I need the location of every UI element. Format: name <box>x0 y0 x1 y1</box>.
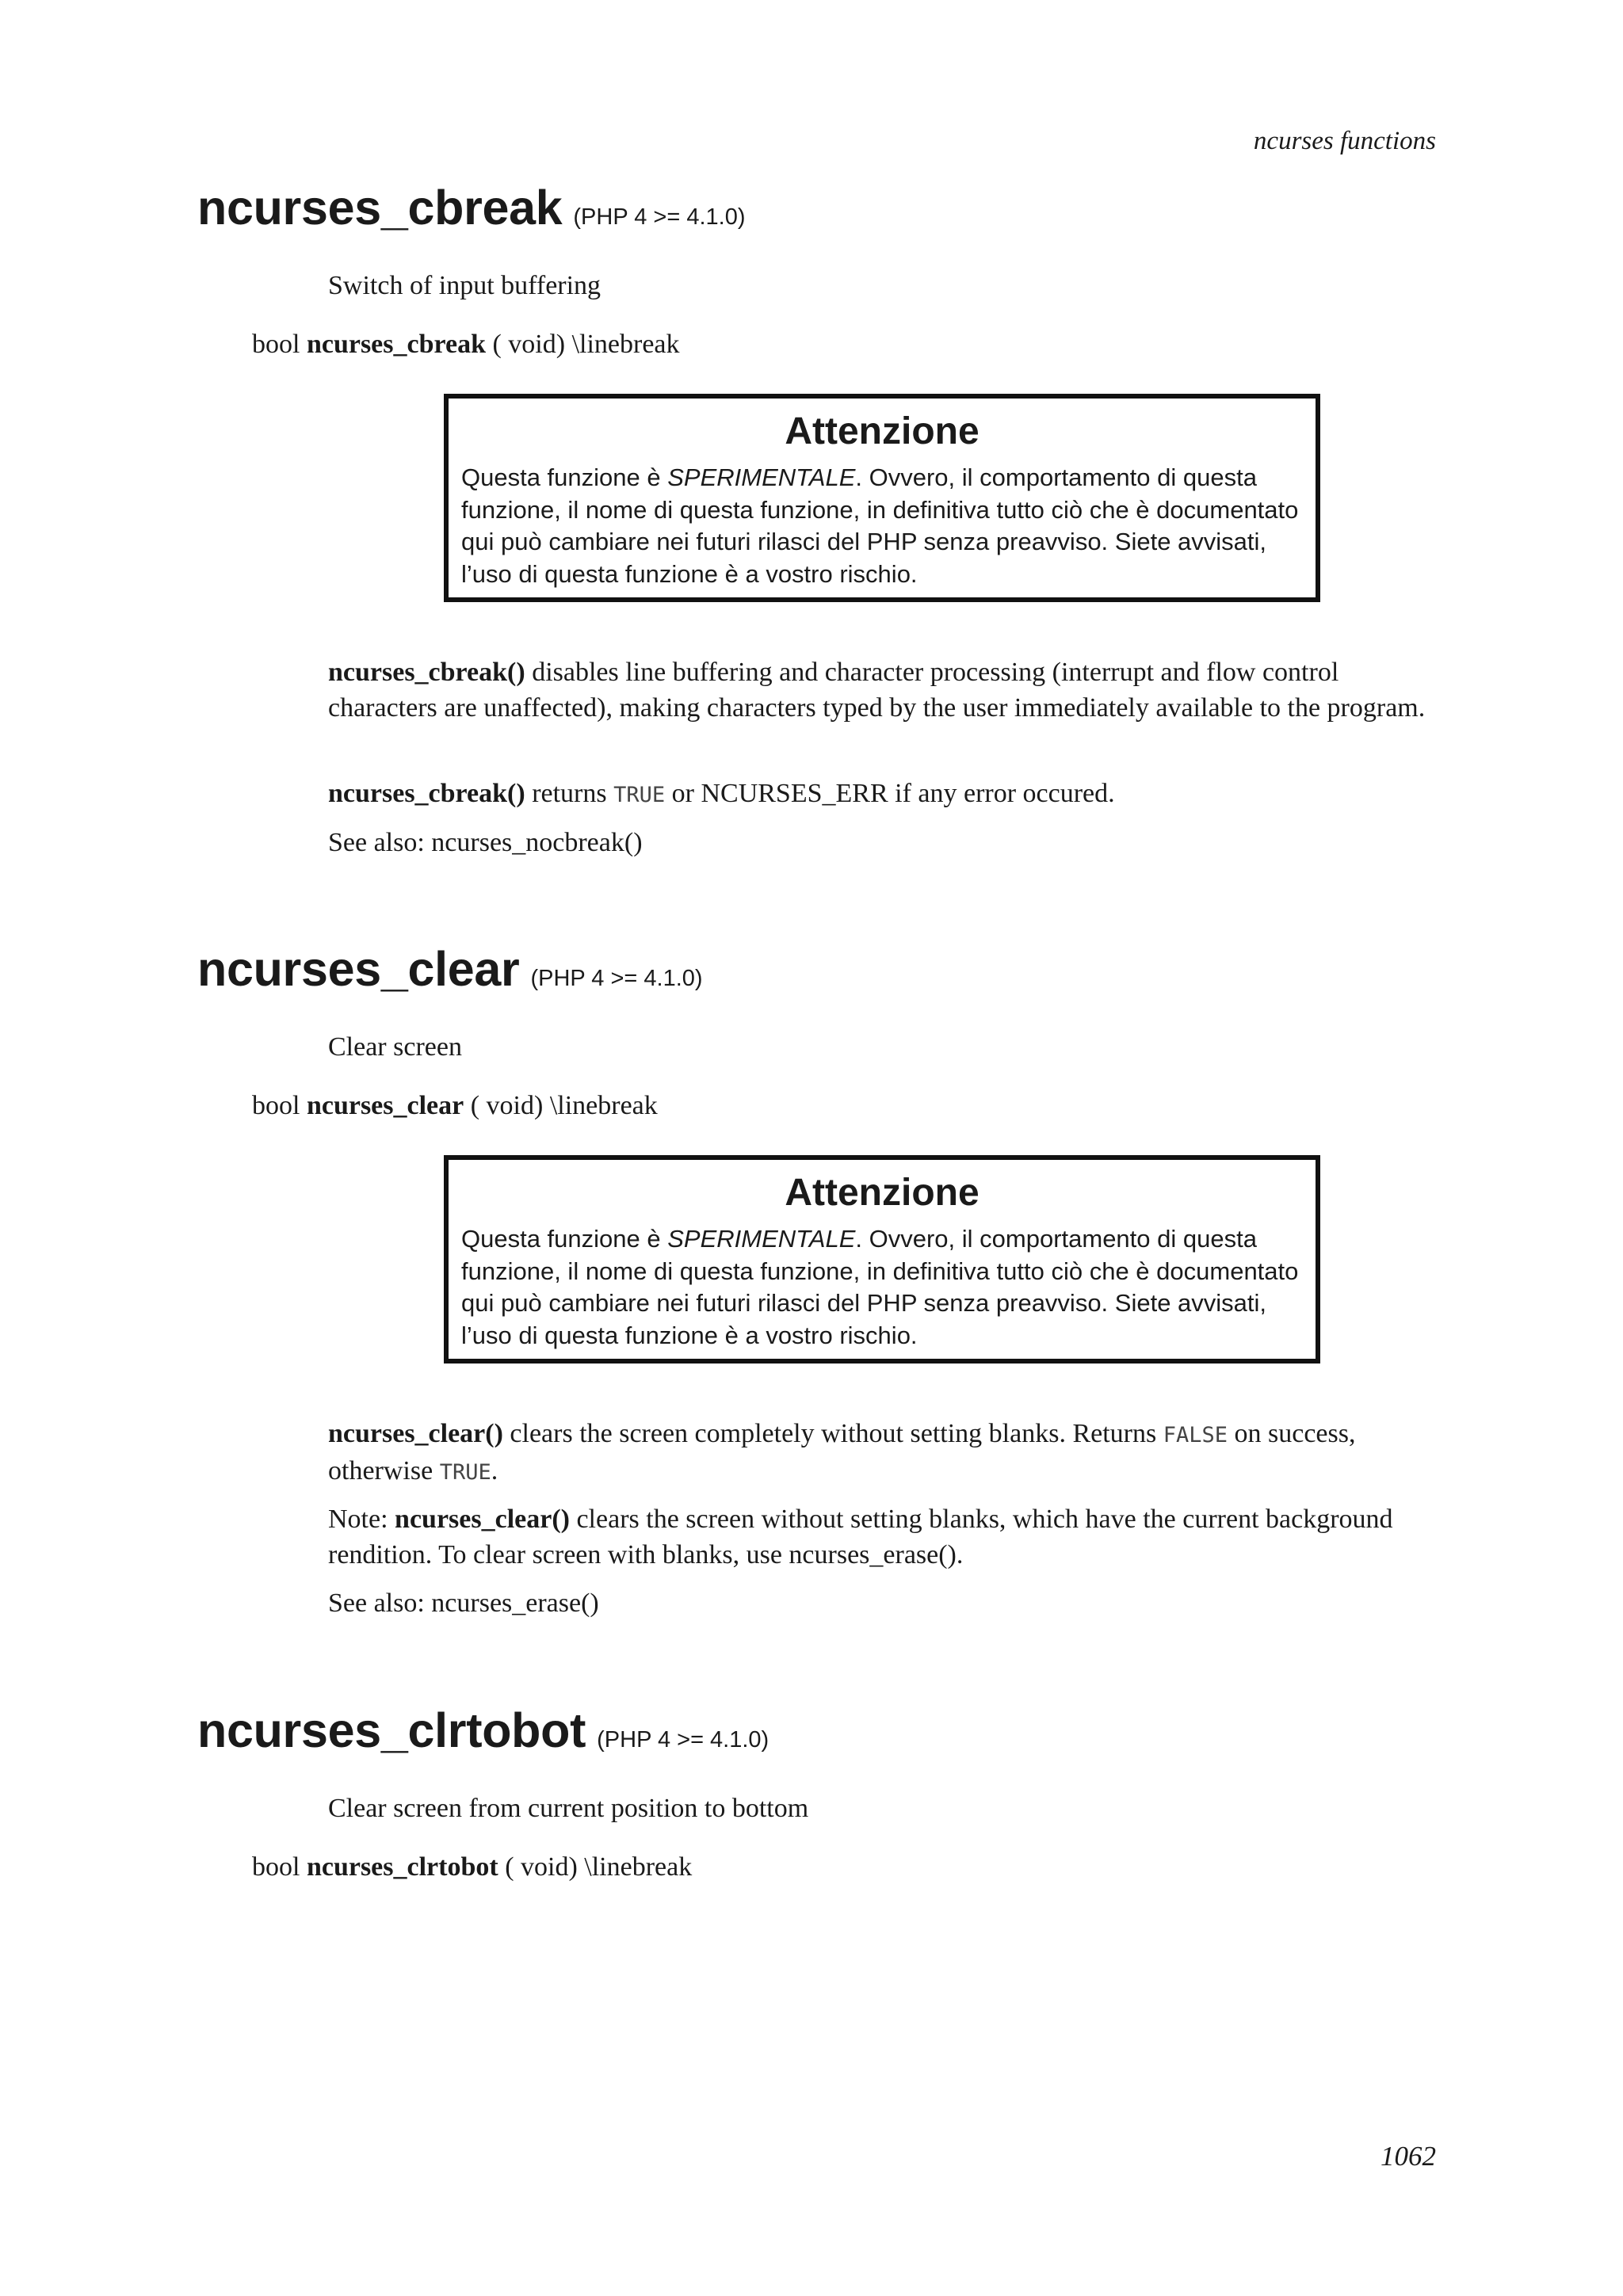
function-reference: ncurses_cbreak() <box>328 779 525 808</box>
function-purpose: Switch of input buffering <box>328 271 601 300</box>
warning-text-segment: l’uso di questa funzione è a vostro rischio. <box>461 1321 918 1349</box>
warning-text-segment: Questa funzione è <box>461 1225 668 1253</box>
function-reference: ncurses_clear() <box>395 1505 570 1534</box>
description-paragraph <box>328 654 1436 726</box>
synopsis-return-type: bool <box>252 330 307 359</box>
synopsis-args: ( void) \linebreak <box>485 330 680 359</box>
warning-text-segment: qui può cambiare nei futuri rilasci del PHP senza preavviso. Siete avvisati, <box>461 1289 1267 1317</box>
return-value-paragraph <box>328 776 1436 813</box>
code-literal: TRUE <box>613 783 666 807</box>
synopsis-return-type: bool <box>252 1091 307 1120</box>
paragraph-text: disables line buffering and character processing (interrupt and flow control characters are unaffected), making characters typed by the user immediately available to the program. <box>328 658 1426 723</box>
code-literal: FALSE <box>1163 1423 1228 1447</box>
synopsis-return-type: bool <box>252 1852 307 1882</box>
synopsis-function-name: ncurses_cbreak <box>306 330 486 359</box>
function-name: ncurses_clrtobot <box>197 1703 586 1757</box>
function-name: ncurses_cbreak <box>197 181 563 235</box>
synopsis-args: ( void) \linebreak <box>464 1091 658 1120</box>
warning-text-segment: Questa funzione è <box>461 463 668 491</box>
synopsis-function-name: ncurses_clrtobot <box>306 1852 498 1882</box>
function-version: (PHP 4 >= 4.1.0) <box>530 966 703 991</box>
warning-text-segment: funzione, il nome di questa funzione, in definitiva tutto ciò che è documentato <box>461 1257 1299 1285</box>
warning-title: Attenzione <box>785 1172 980 1214</box>
function-synopsis <box>252 330 680 360</box>
paragraph-text: Note: <box>328 1505 395 1534</box>
warning-emphasis: SPERIMENTALE <box>667 463 856 491</box>
code-literal: TRUE <box>439 1460 491 1485</box>
paragraph-text: clears the screen without setting blanks, which have the current background rendition. To clear screen with blanks, use ncurses_erase(). <box>328 1505 1393 1569</box>
warning-text-segment: funzione, il nome di questa funzione, in definitiva tutto ciò che è documentato <box>461 495 1299 524</box>
function-heading <box>197 1703 769 1757</box>
function-reference: ncurses_cbreak() <box>328 658 525 687</box>
description-paragraph <box>328 1416 1436 1490</box>
warning-text <box>461 462 1303 590</box>
function-heading <box>197 942 703 996</box>
function-name: ncurses_clear <box>197 942 520 996</box>
function-synopsis <box>252 1091 658 1121</box>
warning-text-segment: . Ovvero, il comportamento di questa <box>855 463 1257 491</box>
synopsis-args: ( void) \linebreak <box>498 1852 693 1882</box>
paragraph-text: returns <box>525 779 614 808</box>
function-version: (PHP 4 >= 4.1.0) <box>597 1727 769 1753</box>
function-heading <box>197 181 746 235</box>
function-purpose: Clear screen <box>328 1032 462 1062</box>
warning-emphasis: SPERIMENTALE <box>667 1225 856 1253</box>
warning-title: Attenzione <box>785 410 980 452</box>
running-header: ncurses functions <box>1253 127 1436 155</box>
see-also: See also: ncurses_nocbreak() <box>328 828 643 857</box>
function-purpose: Clear screen from current position to bottom <box>328 1794 809 1823</box>
synopsis-function-name: ncurses_clear <box>306 1091 464 1120</box>
warning-box <box>444 1155 1320 1363</box>
warning-text <box>461 1223 1303 1352</box>
warning-box <box>444 394 1320 602</box>
warning-text-segment: . Ovvero, il comportamento di questa <box>855 1225 1257 1253</box>
note-paragraph <box>328 1501 1436 1573</box>
see-also: See also: ncurses_erase() <box>328 1589 599 1618</box>
paragraph-text: or NCURSES_ERR if any error occured. <box>665 779 1115 808</box>
paragraph-text: on success, otherwise <box>328 1419 1356 1486</box>
paragraph-text: . <box>491 1456 498 1486</box>
warning-text-segment: l’uso di questa funzione è a vostro rischio. <box>461 559 918 588</box>
function-version: (PHP 4 >= 4.1.0) <box>573 204 746 230</box>
function-synopsis <box>252 1852 692 1882</box>
paragraph-text: clears the screen completely without setting blanks. Returns <box>502 1419 1163 1448</box>
function-reference: ncurses_clear() <box>328 1419 503 1448</box>
warning-text-segment: qui può cambiare nei futuri rilasci del PHP senza preavviso. Siete avvisati, <box>461 528 1267 555</box>
page-number: 1062 <box>1381 2141 1436 2172</box>
